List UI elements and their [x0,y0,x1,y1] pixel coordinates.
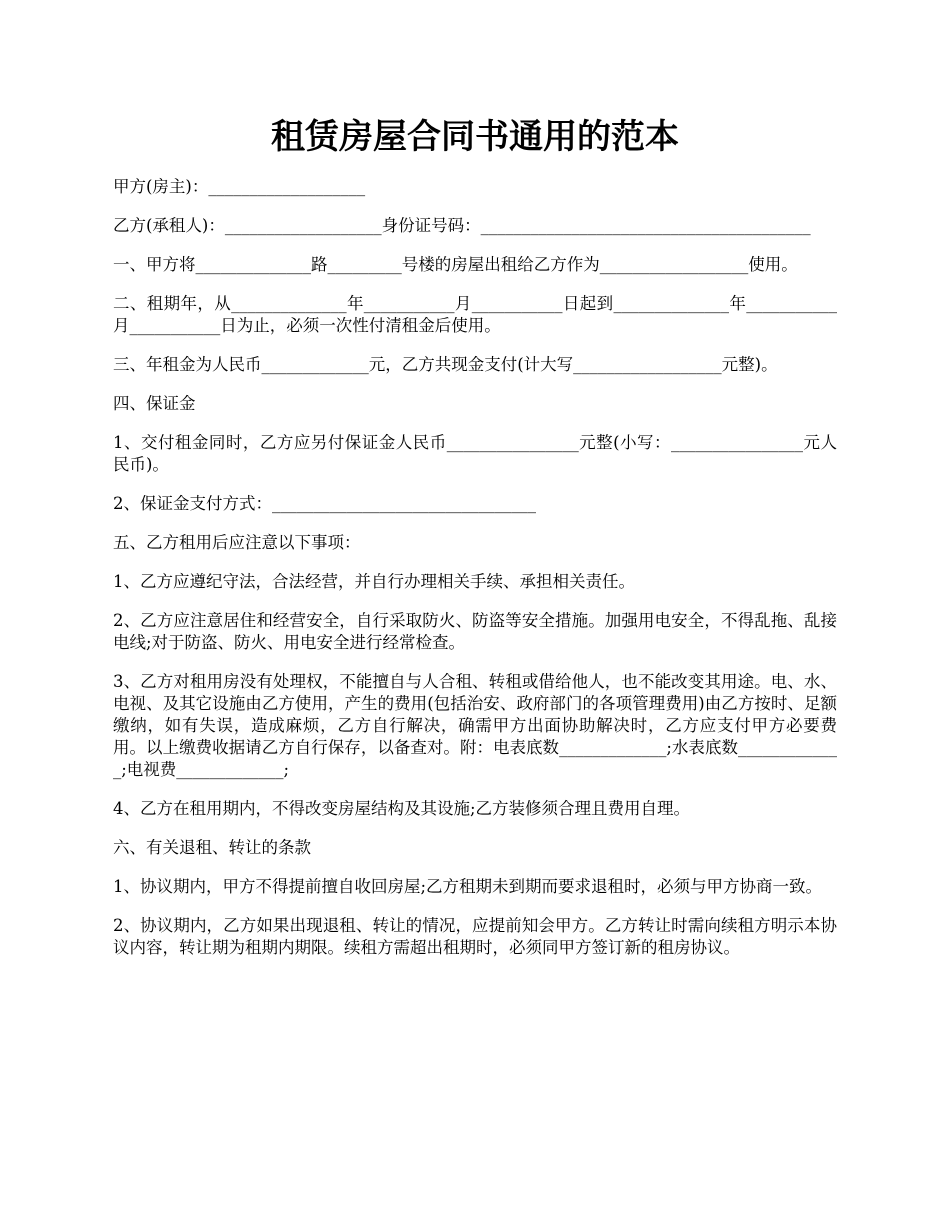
notes-item-2: 2、乙方应注意居住和经营安全，自行采取防火、防盗等安全措施。加强用电安全，不得乱拖、乱接电线;对于防盗、防火、用电安全进行经常检查。 [113,611,837,652]
termination-item-2: 2、协议期内，乙方如果出现退租、转让的情况，应提前知会甲方。乙方转让时需向续租方明示本协议内容，转让期为租期内期限。续租方需超出租期时，必须同甲方签订新的租房协议。 [113,916,837,957]
party-a-line: 甲方(房主)：___________________ [113,177,366,196]
clause-2-term: 二、租期年，从______________年___________月___________日起到______________年___________月___________日为止，必须一次性付清租金后使用。 [113,294,837,335]
party-b-line: 乙方(承租人)：___________________身份证号码：________________________________________ [113,216,811,235]
deposit-item-1: 1、交付租金同时，乙方应另付保证金人民币________________元整(小写：________________元人民币)。 [113,433,837,474]
deposit-item-2: 2、保证金支付方式：________________________________ [113,494,536,513]
notes-item-3: 3、乙方对租用房没有处理权，不能擅自与人合租、转租或借给他人，也不能改变其用途。电、水、电视、及其它设施由乙方使用，产生的费用(包括治安、政府部门的各项管理费用)由乙方按时、足额缴纳，如有失误，造成麻烦，乙方自行解决，确需甲方出面协助解决时，乙方应支付甲方必要费用。以上缴费收据请乙方自行保存，以备查对。附：电表底数_____________;水表底数_____________;电视费_____________; [113,672,837,779]
clause-3-rent: 三、年租金为人民币_____________元，乙方共现金支付(计大写__________________元整)。 [113,355,778,374]
document-body [113,176,837,976]
notes-item-1: 1、乙方应遵纪守法，合法经营，并自行办理相关手续、承担相关责任。 [113,572,635,591]
document-title: 租赁房屋合同书通用的范本 [271,117,679,157]
clause-4-heading-deposit: 四、保证金 [113,394,196,413]
clause-6-heading-termination: 六、有关退租、转让的条款 [113,838,311,857]
clause-5-heading-notes: 五、乙方租用后应注意以下事项： [113,533,361,552]
notes-item-4: 4、乙方在租用期内，不得改变房屋结构及其设施;乙方装修须合理且费用自理。 [113,799,691,818]
termination-item-1: 1、协议期内，甲方不得提前擅自收回房屋;乙方租期未到期而要求退租时，必须与甲方协商一致。 [113,877,823,896]
clause-1-property: 一、甲方将______________路_________号楼的房屋出租给乙方作为__________________使用。 [113,255,798,274]
